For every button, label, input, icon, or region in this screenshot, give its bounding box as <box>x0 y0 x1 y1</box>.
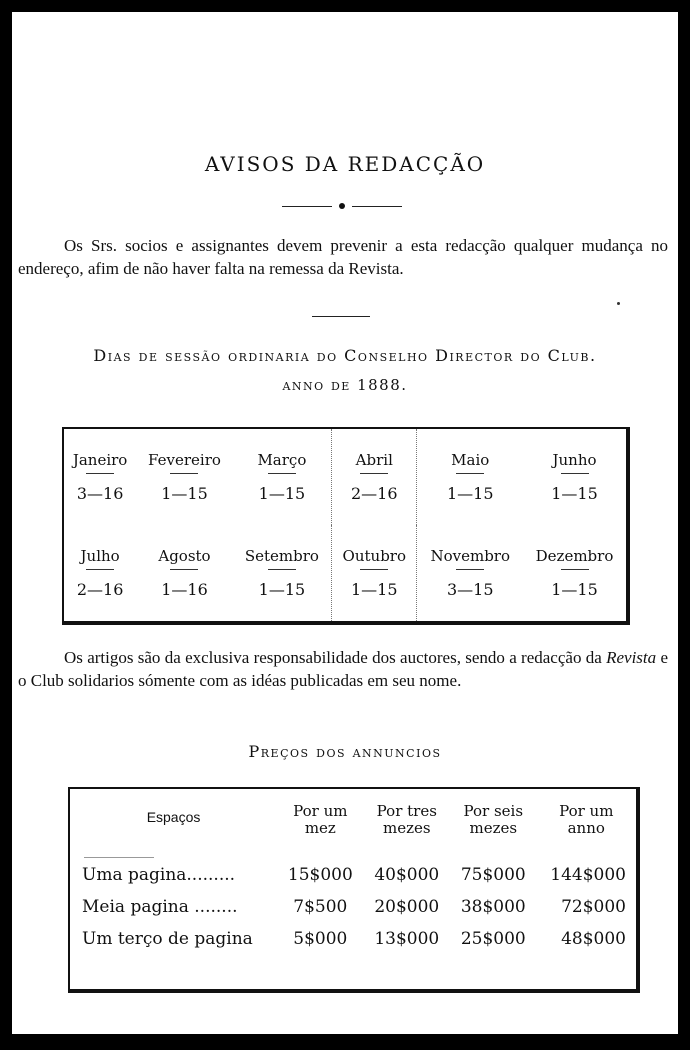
price-cell: 20$000 <box>374 897 440 917</box>
months-row-2 <box>64 525 626 621</box>
month-days: 2—16 <box>76 580 124 599</box>
section-rule <box>312 316 370 317</box>
table-row <box>70 859 636 891</box>
column-header: Por um mez <box>293 802 348 837</box>
table-row <box>70 923 636 955</box>
page-title: AVISOS DA REDACÇÃO <box>204 152 486 176</box>
notice-paragraph <box>18 234 668 280</box>
price-cell: 38$000 <box>460 897 526 917</box>
month-name: Abril <box>355 451 393 469</box>
price-cell: 25$000 <box>460 929 526 949</box>
month-name: Outubro <box>342 547 406 565</box>
table-row <box>70 891 636 923</box>
price-cell: 15$000 <box>287 865 353 885</box>
month-days: 1—15 <box>446 484 494 503</box>
month-dash <box>86 569 114 570</box>
row-label: Uma pagina......... <box>82 865 236 885</box>
month-cell <box>233 525 332 621</box>
price-cell: 48$000 <box>561 929 626 949</box>
month-name: Maio <box>451 451 490 469</box>
month-name: Setembro <box>244 547 319 565</box>
month-dash <box>360 569 388 570</box>
price-cell: 5$000 <box>293 929 348 949</box>
revista-title: Revista <box>606 648 657 667</box>
month-cell <box>64 429 136 525</box>
months-grid <box>64 429 626 621</box>
sessions-table <box>62 427 630 625</box>
month-dash <box>561 473 589 474</box>
month-cell <box>233 429 332 525</box>
ornamental-divider <box>282 202 402 210</box>
month-name: Janeiro <box>72 451 128 469</box>
month-cell <box>64 525 136 621</box>
divider-line-right <box>352 206 402 207</box>
months-row-1 <box>64 429 626 525</box>
price-cell: 13$000 <box>374 929 440 949</box>
month-name: Março <box>257 451 307 469</box>
responsibility-text-2: e o Club solidarios sómente com as idéas publicadas em seu nome. <box>18 648 669 690</box>
responsibility-text-1: Os artigos são da exclusiva responsabilidade dos auctores, sendo a redacção da <box>64 648 607 667</box>
month-days: 3—15 <box>446 580 494 599</box>
divider-line-left <box>282 206 332 207</box>
month-dash <box>170 569 198 570</box>
month-dash <box>268 473 296 474</box>
header-underline <box>84 857 154 858</box>
month-dash <box>561 569 589 570</box>
price-cell: 72$000 <box>561 897 626 917</box>
month-cell <box>523 429 626 525</box>
price-cell: 144$000 <box>550 865 626 885</box>
sessions-heading: Dias de sessão ordinaria do Conselho Director do Club. <box>93 346 597 365</box>
month-cell <box>332 525 417 621</box>
column-header: Por seis mezes <box>463 802 524 837</box>
row-label: Um terço de pagina <box>82 929 253 949</box>
month-days: 3—16 <box>76 484 124 503</box>
month-cell <box>417 429 523 525</box>
price-cell: 40$000 <box>374 865 440 885</box>
document-page <box>12 12 678 1034</box>
month-name: Julho <box>80 547 120 565</box>
month-name: Agosto <box>158 547 211 565</box>
month-dash <box>170 473 198 474</box>
month-days: 1—15 <box>351 580 398 599</box>
column-header: Por um anno <box>559 802 614 837</box>
prices-header-row <box>70 789 636 859</box>
month-days: 1—15 <box>551 580 598 599</box>
month-cell <box>136 429 233 525</box>
month-days: 1—15 <box>258 580 306 599</box>
responsibility-paragraph <box>18 646 668 692</box>
prices-table <box>68 787 640 993</box>
month-days: 1—15 <box>161 484 208 503</box>
notice-text: Os Srs. socios e assignantes devem prevenir a esta redacção qualquer mudança no endereço, afim de não haver falta na remessa da Revista. <box>18 236 668 278</box>
column-header: Por tres mezes <box>376 802 437 837</box>
month-name: Junho <box>552 451 597 469</box>
month-cell <box>417 525 523 621</box>
price-cell: 7$500 <box>293 897 348 917</box>
sessions-year: anno de 1888. <box>282 376 408 394</box>
month-dash <box>360 473 388 474</box>
row-label: Meia pagina ........ <box>82 897 238 917</box>
print-speck <box>617 302 620 305</box>
month-name: Fevereiro <box>148 451 221 469</box>
prices-grid <box>70 789 636 955</box>
month-dash <box>86 473 114 474</box>
month-days: 1—15 <box>551 484 598 503</box>
month-name: Dezembro <box>535 547 614 565</box>
month-dash <box>456 569 484 570</box>
month-days: 2—16 <box>351 484 398 503</box>
month-dash <box>268 569 296 570</box>
month-days: 1—16 <box>161 580 208 599</box>
month-cell <box>136 525 233 621</box>
price-cell: 75$000 <box>460 865 526 885</box>
month-dash <box>456 473 484 474</box>
month-cell <box>523 525 626 621</box>
column-header: Espaços <box>146 808 201 825</box>
month-days: 1—15 <box>258 484 306 503</box>
prices-heading: Preços dos annuncios <box>248 742 442 761</box>
divider-dot-icon <box>339 203 345 209</box>
month-cell <box>332 429 417 525</box>
month-name: Novembro <box>430 547 511 565</box>
